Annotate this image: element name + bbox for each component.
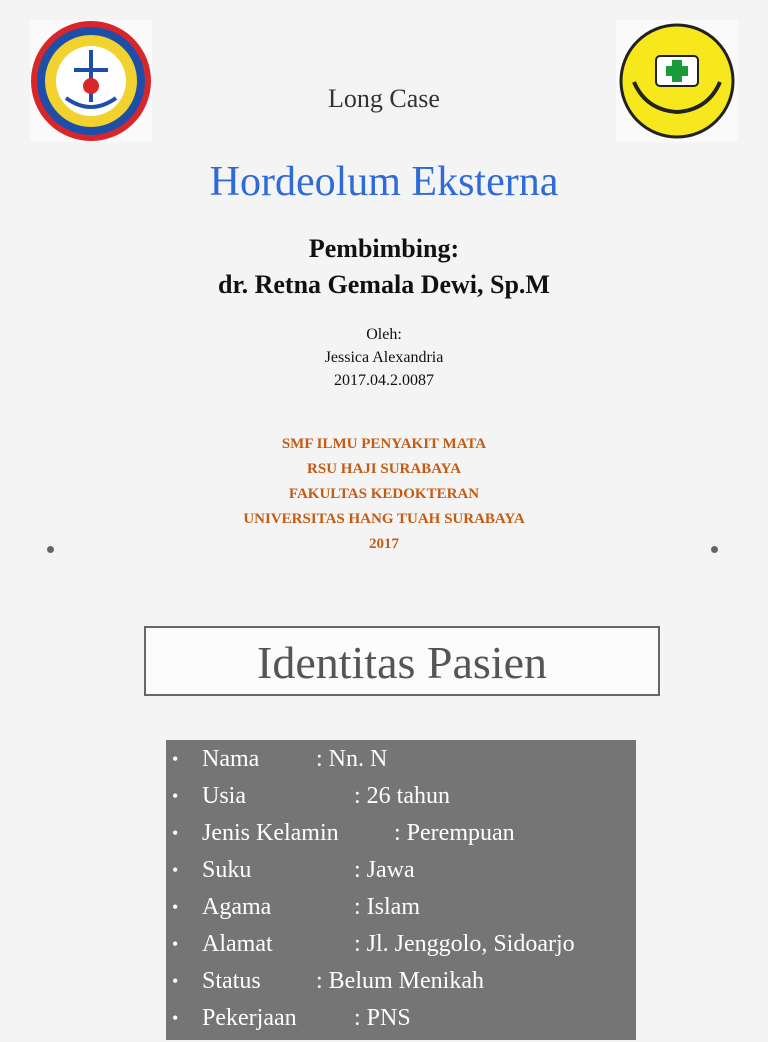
bullet-icon: • — [172, 934, 179, 954]
hospital-emblem-icon — [616, 20, 738, 142]
info-row-ethnicity — [166, 857, 636, 894]
field-label: Jenis Kelamin — [202, 820, 339, 846]
bullet-icon: • — [172, 749, 179, 769]
info-row-name — [166, 746, 636, 783]
bullet-icon: • — [172, 860, 179, 880]
field-label: Usia — [202, 783, 246, 809]
page-title: Hordeolum Eksterna — [209, 159, 559, 205]
field-label: Alamat — [202, 931, 273, 957]
university-logo — [30, 20, 152, 142]
field-value: : Jl. Jenggolo, Sidoarjo — [354, 931, 575, 957]
author-id: 2017.04.2.0087 — [334, 372, 434, 389]
bullet-icon: • — [172, 1008, 179, 1028]
field-value: : PNS — [354, 1005, 411, 1031]
subtitle: Long Case — [328, 84, 440, 113]
institution-block — [0, 432, 768, 557]
supervisor-name: dr. Retna Gemala Dewi, Sp.M — [218, 270, 550, 299]
field-value: : Belum Menikah — [316, 968, 484, 994]
field-label: Pekerjaan — [202, 1005, 297, 1031]
field-label: Suku — [202, 857, 252, 883]
patient-info-panel — [166, 740, 636, 1040]
bullet-icon: • — [172, 786, 179, 806]
bullet-icon: • — [172, 971, 179, 991]
info-row-address — [166, 931, 636, 968]
decorative-dot — [711, 546, 718, 553]
institution-line: UNIVERSITAS HANG TUAH SURABAYA — [243, 511, 525, 527]
university-emblem-icon — [30, 20, 152, 142]
bullet-icon: • — [172, 897, 179, 917]
patient-identity-slide — [0, 590, 768, 1031]
hospital-logo — [616, 20, 738, 142]
field-value: : Jawa — [354, 857, 415, 883]
institution-line: SMF ILMU PENYAKIT MATA — [281, 436, 487, 452]
field-value: : Nn. N — [316, 746, 388, 772]
info-row-marital-status — [166, 968, 636, 1005]
institution-line: RSU HAJI SURABAYA — [307, 461, 461, 477]
field-label: Nama — [202, 746, 260, 772]
field-label: Agama — [202, 894, 272, 920]
field-value: : Perempuan — [394, 820, 515, 846]
decorative-dot — [47, 546, 54, 553]
supervisor-label: Pembimbing: — [308, 234, 460, 263]
author-name: Jessica Alexandria — [324, 349, 444, 366]
author-label: Oleh: — [366, 326, 402, 343]
field-value: : Islam — [354, 894, 420, 920]
field-label: Status — [202, 968, 261, 994]
bullet-icon: • — [172, 823, 179, 843]
section-title: Identitas Pasien — [144, 626, 660, 696]
info-row-age — [166, 783, 636, 820]
info-row-gender — [166, 820, 636, 857]
institution-line: 2017 — [369, 536, 399, 552]
field-value: : 26 tahun — [354, 783, 450, 809]
info-row-religion — [166, 894, 636, 931]
institution-line: FAKULTAS KEDOKTERAN — [288, 486, 480, 502]
